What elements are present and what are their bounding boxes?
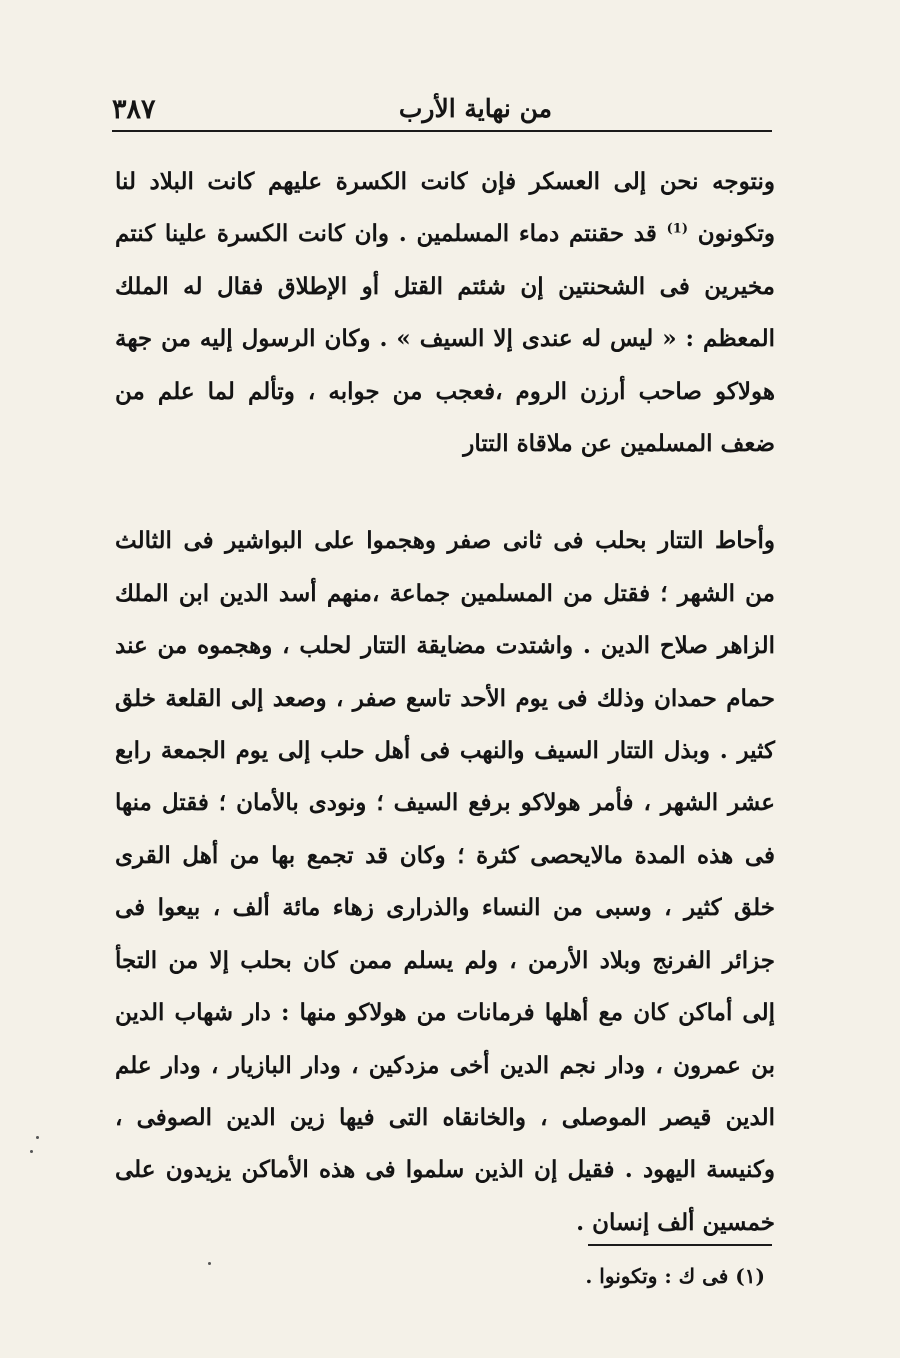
running-title: من نهاية الأرب [398,94,552,123]
paragraph-2: وأحاط التتار بحلب فى ثانى صفر وهجموا على البواشير فى الثالث من الشهر ؛ فقتل من المسلمين جماعة ،منهم أسد الدين ابن الملك الزاهر صلاح الدين . واشتدت مضايقة التتار لحلب ، وهجموه من عند حمام حمدان وذلك فى يوم الأحد تاسع صفر ، وصعد إلى القلعة خلق كثير . وبذل التتار السيف والنهب فى أهل حلب إلى يوم الجمعة رابع عشر الشهر ، فأمر هولاكو برفع السيف ؛ ونودى بالأمان ؛ فقتل منها فى هذه المدة مالايحصى كثرة ؛ وكان قد تجمع بها من أهل القرى خلق كثير ، وسبى من النساء والذرارى زهاء مائة ألف ، بيعوا فى جزائر الفرنج وبلاد الأرمن ، ولم يسلم ممن كان بحلب إلا من التجأ إلى أماكن كان مع أهلها فرمانات من هولاكو منها : دار شهاب الدين بن عمرون ، ودار نجم الدين أخى مزدكين ، ودار البازيار ، ودار علم الدين قيصر الموصلى ، والخانقاه التى فيها زين الدين الصوفى ، وكنيسة اليهود . فقيل إن الذين سلموا فى هذه الأماكن يزيدون على خمسين ألف إنسان . [115,527,775,1236]
body-text [115,156,775,1249]
paragraph-1-part-a: ونتوجه نحن إلى العسكر فإن كانت الكسرة عليهم كانت البلاد لنا وتكونون [115,168,775,248]
paper-speck [30,1150,33,1153]
page-number: ٣٨٧ [112,94,156,125]
paper-speck [36,1136,39,1139]
paragraph-1-part-b: قد حقنتم دماء المسلمين . وان كانت الكسرة علينا كنتم مخيرين فى الشحنتين إن شئتم القتل أو الإطلاق فقال له الملك المعظم : « ليس له عندى إلا السيف » . وكان الرسول إليه من جهة هولاكو صاحب أرزن الروم ،فعجب من جوابه ، وتألم لما علم من ضعف المسلمين عن ملاقاة التتار [115,220,775,458]
paper-speck [208,1262,211,1265]
running-head [112,88,772,128]
paragraph-1 [115,156,775,470]
footnote-reference: (1) [666,221,688,237]
footnote-rule [588,1244,772,1246]
footnote: (١) فى ك : وتكونوا . [585,1264,765,1288]
paragraph-gap [115,470,775,515]
header-rule [112,130,772,132]
